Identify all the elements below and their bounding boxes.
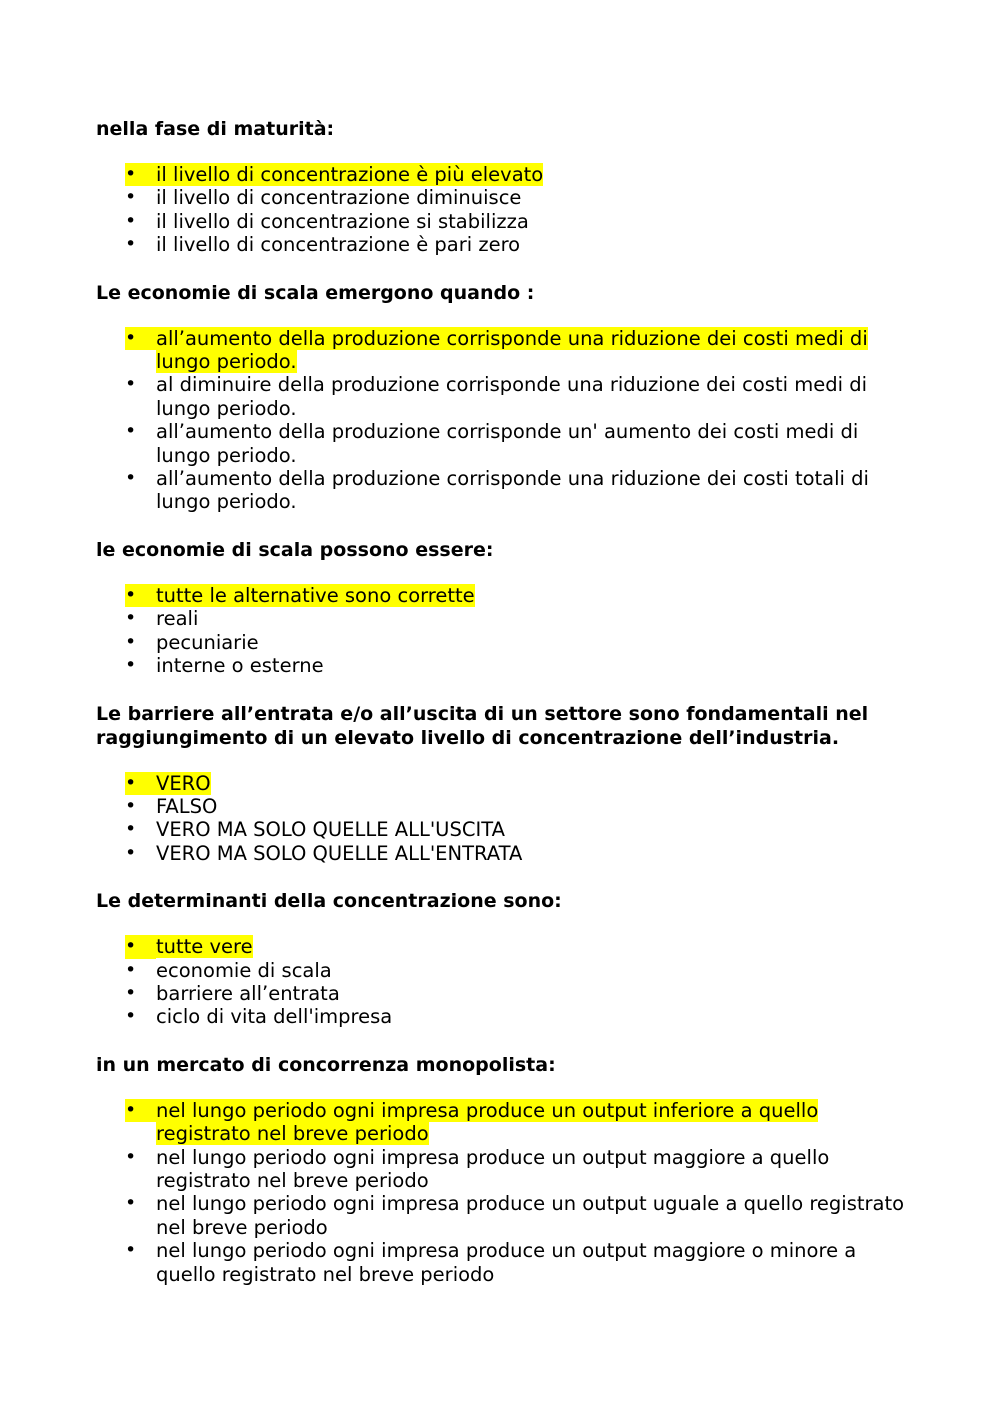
bullet-icon: • xyxy=(125,1239,137,1262)
bullet-icon: • xyxy=(125,1005,137,1028)
option-list xyxy=(96,327,906,514)
option xyxy=(96,233,906,256)
question-title: Le barriere all’entrata e/o all’uscita di un settore sono fondamentali nel raggiungimento di un elevato livello di concentrazione dell’industria. xyxy=(96,702,869,749)
option xyxy=(96,631,906,654)
option-text: VERO xyxy=(156,771,211,795)
option xyxy=(96,467,906,514)
question-5 xyxy=(96,889,906,1029)
option-correct xyxy=(96,935,906,958)
bullet-icon: • xyxy=(125,794,137,817)
option-list xyxy=(96,163,906,257)
option-correct xyxy=(96,327,906,374)
bullet-icon: • xyxy=(125,186,137,209)
option-correct xyxy=(96,163,906,186)
bullet-icon: • xyxy=(125,1099,156,1122)
option xyxy=(96,210,906,233)
option-text: nel lungo periodo ogni impresa produce un output maggiore o minore a quello registrato nel breve periodo xyxy=(156,1239,857,1286)
option xyxy=(96,959,906,982)
option-text: reali xyxy=(156,607,199,631)
option xyxy=(96,982,906,1005)
bullet-icon: • xyxy=(125,958,137,981)
question-title: Le determinanti della concentrazione sono: xyxy=(96,890,562,913)
option xyxy=(96,818,906,841)
option xyxy=(96,373,906,420)
option-text: VERO MA SOLO QUELLE ALL'USCITA xyxy=(156,818,505,842)
option-text: barriere all’entrata xyxy=(156,981,340,1005)
option xyxy=(96,654,906,677)
question-3 xyxy=(96,538,906,678)
option-text: tutte vere xyxy=(156,935,253,959)
option xyxy=(96,1146,906,1193)
option-text: VERO MA SOLO QUELLE ALL'ENTRATA xyxy=(156,841,523,865)
option-text: il livello di concentrazione si stabilizza xyxy=(156,209,529,233)
option-text: il livello di concentrazione è più elevato xyxy=(156,163,544,186)
option-text: nel lungo periodo ogni impresa produce un output maggiore a quello registrato nel breve periodo xyxy=(156,1145,830,1192)
bullet-icon: • xyxy=(125,818,137,841)
bullet-icon: • xyxy=(125,1192,137,1215)
question-2 xyxy=(96,281,906,514)
option xyxy=(96,420,906,467)
bullet-icon: • xyxy=(125,981,137,1004)
bullet-icon: • xyxy=(125,772,156,795)
option xyxy=(96,842,906,865)
question-title: Le economie di scala emergono quando : xyxy=(96,281,535,304)
bullet-icon: • xyxy=(125,467,137,490)
option-text: all’aumento della produzione corrisponde una riduzione dei costi totali di lungo periodo. xyxy=(156,467,869,514)
bullet-icon: • xyxy=(125,233,137,256)
option-list xyxy=(96,1099,906,1286)
option xyxy=(96,795,906,818)
option-correct xyxy=(96,772,906,795)
question-title: le economie di scala possono essere: xyxy=(96,538,494,561)
question-1 xyxy=(96,117,906,257)
option-text: nel lungo periodo ogni impresa produce un output uguale a quello registrato nel breve periodo xyxy=(156,1192,905,1239)
option-list xyxy=(96,772,906,866)
bullet-icon: • xyxy=(125,935,156,958)
question-6 xyxy=(96,1053,906,1286)
bullet-icon: • xyxy=(125,654,137,677)
document-page xyxy=(96,117,906,1310)
bullet-icon: • xyxy=(125,209,137,232)
option-text: il livello di concentrazione è pari zero xyxy=(156,233,521,257)
option-correct xyxy=(96,584,906,607)
option-text: FALSO xyxy=(156,794,218,818)
option xyxy=(96,1005,906,1028)
option xyxy=(96,1192,906,1239)
option-text: pecuniarie xyxy=(156,630,259,654)
question-4 xyxy=(96,702,906,866)
option-text: all’aumento della produzione corrisponde una riduzione dei costi medi di lungo periodo. xyxy=(156,326,868,374)
bullet-icon: • xyxy=(125,1145,137,1168)
option-text: all’aumento della produzione corrisponde un' aumento dei costi medi di lungo periodo. xyxy=(156,420,859,467)
question-title: in un mercato di concorrenza monopolista: xyxy=(96,1053,556,1076)
option-correct xyxy=(96,1099,906,1146)
bullet-icon: • xyxy=(125,327,156,350)
bullet-icon: • xyxy=(125,607,137,630)
option xyxy=(96,1239,906,1286)
bullet-icon: • xyxy=(125,373,137,396)
option-text: ciclo di vita dell'impresa xyxy=(156,1005,393,1029)
bullet-icon: • xyxy=(125,841,137,864)
option-text: economie di scala xyxy=(156,958,332,982)
option-list xyxy=(96,584,906,678)
bullet-icon: • xyxy=(125,163,156,186)
option-text: nel lungo periodo ogni impresa produce un output inferiore a quello registrato nel breve periodo xyxy=(156,1098,819,1146)
option-list xyxy=(96,935,906,1029)
option-text: interne o esterne xyxy=(156,654,324,678)
option xyxy=(96,186,906,209)
bullet-icon: • xyxy=(125,420,137,443)
option xyxy=(96,607,906,630)
option-text: tutte le alternative sono corrette xyxy=(156,583,475,607)
bullet-icon: • xyxy=(125,584,156,607)
option-text: il livello di concentrazione diminuisce xyxy=(156,186,522,210)
question-title: nella fase di maturità: xyxy=(96,118,335,140)
bullet-icon: • xyxy=(125,630,137,653)
option-text: al diminuire della produzione corrisponde una riduzione dei costi medi di lungo periodo. xyxy=(156,373,868,420)
